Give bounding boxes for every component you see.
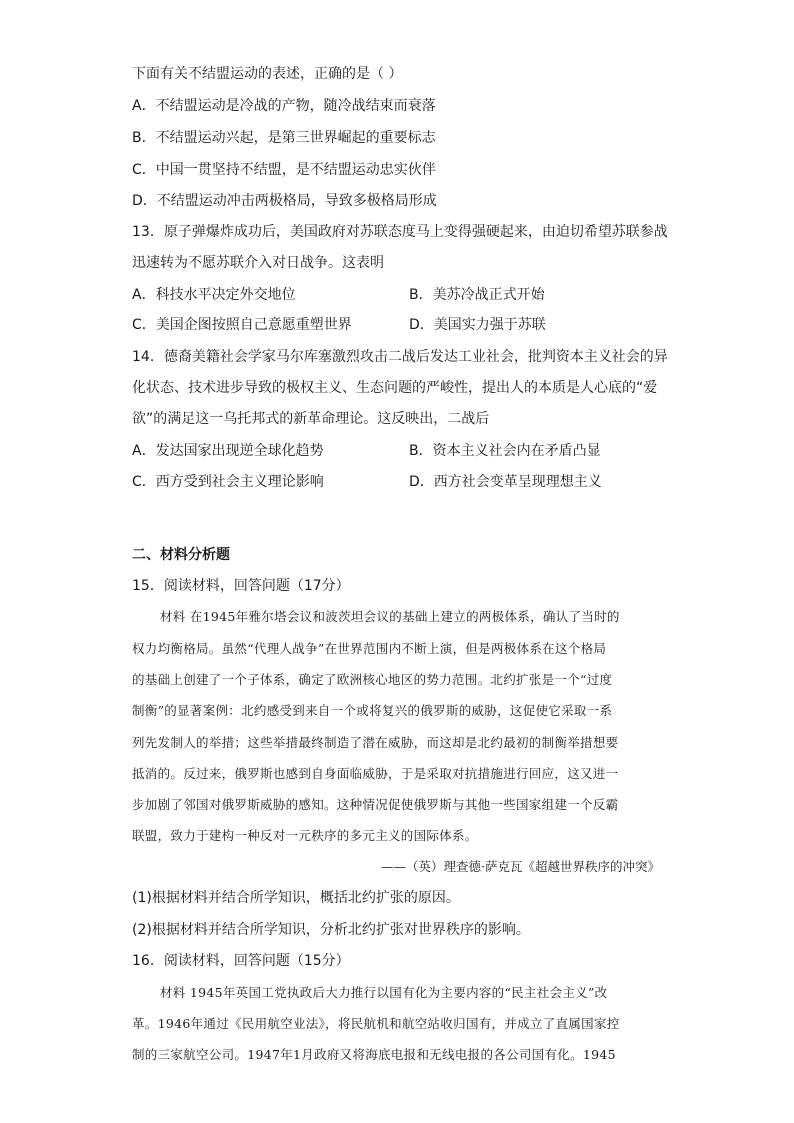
q13-option-b: B．美苏冷战正式开始 xyxy=(409,287,545,303)
q15-material-line-2: 权力均衡格局。虽然“代理人战争”在世界范围内不断上演，但是两极体系在这个格局 xyxy=(132,641,607,656)
q15-material-line-4: 制衡”的显著案例：北约感受到来自一个或将复兴的俄罗斯的威胁，这促使它采取一系 xyxy=(132,703,613,718)
q12-option-d: D．不结盟运动冲击两极格局，导致多极格局形成 xyxy=(132,193,437,209)
q15-material-line-7: 步加剧了邻国对俄罗斯威胁的感知。这种情况促使俄罗斯与其他一些国家组建一个反霸 xyxy=(132,797,619,812)
q12-stem: 下面有关不结盟运动的表述，正确的是（ ） xyxy=(132,66,403,82)
q12-option-a: A．不结盟运动是冷战的产物，随冷战结束而衰落 xyxy=(132,98,436,114)
q16-material-line-2: 革。1946年通过《民用航空业法》，将民航机和航空站收归国有，并成立了直属国家控 xyxy=(132,1016,620,1031)
q14-option-c: C．西方受到社会主义理论影响 xyxy=(132,474,324,490)
q15-subquestion-1: (1)根据材料并结合所学知识，概括北约扩张的原因。 xyxy=(132,890,460,906)
q14-stem-line-2: 化状态、技术进步导致的极权主义、生态问题的严峻性，提出人的本质是人心底的“爱 xyxy=(132,380,658,396)
q12-option-c: C．中国一贯坚持不结盟，是不结盟运动忠实伙伴 xyxy=(132,162,436,178)
q13-stem-line-1: 13．原子弹爆炸成功后，美国政府对苏联态度马上变得强硬起来，由迫切希望苏联参战 xyxy=(132,224,668,240)
q16-material-line-1: 材料 1945年英国工党执政后大力推行以国有化为主要内容的“民主社会主义”改 xyxy=(160,985,608,1000)
section-heading: 二、材料分析题 xyxy=(132,547,230,563)
q14-stem-line-3: 欲”的满足这一乌托邦式的新革命理论。这反映出，二战后 xyxy=(132,411,490,427)
q13-stem-line-2: 迅速转为不愿苏联介入对日战争。这表明 xyxy=(132,255,384,271)
q16-material-line-3: 制的三家航空公司。1947年1月政府又将海底电报和无线电报的各公司国有化。1945 xyxy=(132,1047,616,1062)
q15-subquestion-2: (2)根据材料并结合所学知识，分析北约扩张对世界秩序的影响。 xyxy=(132,922,530,938)
q14-stem-line-1: 14．德裔美籍社会学家马尔库塞激烈攻击二战后发达工业社会，批判资本主义社会的异 xyxy=(132,349,668,365)
q12-option-b: B．不结盟运动兴起，是第三世界崛起的重要标志 xyxy=(132,130,436,146)
q15-material-line-3: 的基础上创建了一个子体系，确定了欧洲核心地区的势力范围。北约扩张是一个“过度 xyxy=(132,672,613,687)
q14-option-a: A．发达国家出现逆全球化趋势 xyxy=(132,443,324,459)
q15-material-line-1: 材料 在1945年雅尔塔会议和波茨坦会议的基础上建立的两极体系，确认了当时的 xyxy=(160,609,620,624)
q13-option-d: D．美国实力强于苏联 xyxy=(409,317,546,333)
q15-source: ——（英）理查德·萨克瓦《超越世界秩序的冲突》 xyxy=(381,859,660,874)
q15-stem: 15．阅读材料，回答问题（17分） xyxy=(132,578,350,594)
q14-option-d: D．西方社会变革呈现理想主义 xyxy=(409,474,602,490)
q15-material-line-6: 抵消的。反过来，俄罗斯也感到自身面临威胁，于是采取对抗措施进行回应，这又进一 xyxy=(132,766,619,781)
q13-option-a: A．科技水平决定外交地位 xyxy=(132,287,296,303)
q16-stem: 16．阅读材料，回答问题（15分） xyxy=(132,953,350,969)
q13-option-c: C．美国企图按照自己意愿重塑世界 xyxy=(132,317,352,333)
q15-material-line-8: 联盟，致力于建构一种反对一元秩序的多元主义的国际体系。 xyxy=(132,828,478,843)
q14-option-b: B．资本主义社会内在矛盾凸显 xyxy=(409,443,601,459)
q15-material-line-5: 列先发制人的举措；这些举措最终制造了潜在威胁，而这却是北约最初的制衡举措想要 xyxy=(132,735,619,750)
